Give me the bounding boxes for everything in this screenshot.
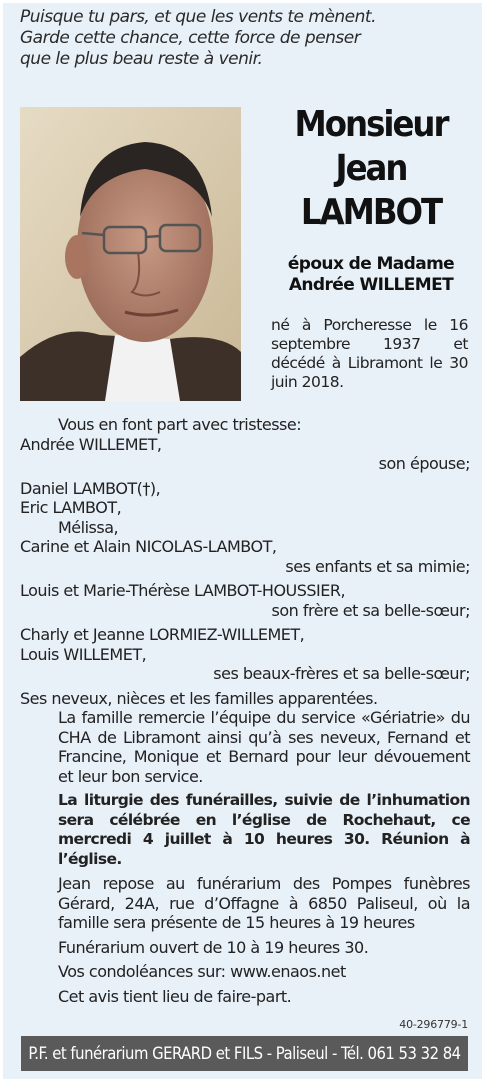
family-role: son frère et sa belle-sœur;	[271, 600, 470, 620]
poem-line: Garde cette chance, cette force de penser	[20, 28, 361, 48]
family-member: Carine et Alain NICOLAS-LAMBOT,	[20, 537, 277, 556]
family-role: son épouse;	[378, 454, 470, 473]
notice-line: Cet avis tient lieu de faire-part.	[58, 986, 292, 1006]
announcement: Vous en font part avec tristesse:	[58, 415, 302, 434]
birth-death-info: né à Porcheresse le 16 septembre 1937 et décédé à Libramont le 30 juin 2018.	[271, 316, 468, 391]
poem	[20, 7, 470, 70]
funeral-home-banner: P.F. et funérarium GERARD et FILS - Paliseul - Tél. 061 53 32 84	[21, 1036, 468, 1071]
family-member: Louis WILLEMET,	[20, 644, 147, 664]
spouse-line	[265, 254, 477, 296]
thanks-paragraph: La famille remercie l’équipe du service «Gériatrie» du CHA de Libramont ainsi qu’à ses neveux, Fernand et Francine, Monique et Bernard pour leur dévouement et leur bon service.	[58, 708, 470, 786]
family-role: ses beaux-frères et sa belle-sœur;	[213, 664, 470, 683]
hours-line: Funérarium ouvert de 10 à 19 heures 30.	[58, 937, 369, 957]
poem-line: Puisque tu pars, et que les vents te mènent.	[20, 7, 376, 27]
family-member: Mélissa,	[58, 517, 119, 537]
extended-family: Ses neveux, nièces et les familles apparentées.	[20, 688, 378, 708]
spouse-line-2: Andrée WILLEMET	[288, 275, 454, 295]
name-title: Monsieur	[294, 104, 448, 145]
family-member: Charly et Jeanne LORMIEZ-WILLEMET,	[20, 625, 305, 644]
spouse-line-1: époux de Madame	[287, 254, 455, 274]
portrait-photo	[20, 107, 241, 401]
family-member: Andrée WILLEMET,	[20, 434, 162, 454]
poem-line: que le plus beau reste à venir.	[20, 49, 263, 69]
obituary-notice	[3, 3, 482, 1079]
deceased-name	[265, 103, 477, 235]
family-role: ses enfants et sa mimie;	[285, 556, 470, 576]
funeral-paragraph: La liturgie des funérailles, suivie de l’inhumation sera célébrée en l’église de Rochehaut, ce mercredi 4 juillet à 10 heures 30. Réunion à l’église.	[58, 791, 470, 868]
first-name: Jean	[335, 148, 407, 189]
family-member: Louis et Marie-Thérèse LAMBOT-HOUSSIER,	[20, 581, 346, 600]
family-member: Daniel LAMBOT(†),	[20, 478, 161, 498]
notice-body	[20, 415, 470, 1006]
reference-number: 40-296779-1	[399, 1018, 468, 1031]
family-member: Eric LAMBOT,	[20, 498, 122, 517]
rest-paragraph: Jean repose au funérarium des Pompes funèbres Gérard, 24A, rue d’Offagne à 6850 Paliseul, où la famille sera présente de 15 heures à 19 heures	[58, 874, 470, 932]
last-name: LAMBOT	[300, 192, 442, 233]
condolences-line: Vos condoléances sur: www.enaos.net	[58, 962, 346, 981]
